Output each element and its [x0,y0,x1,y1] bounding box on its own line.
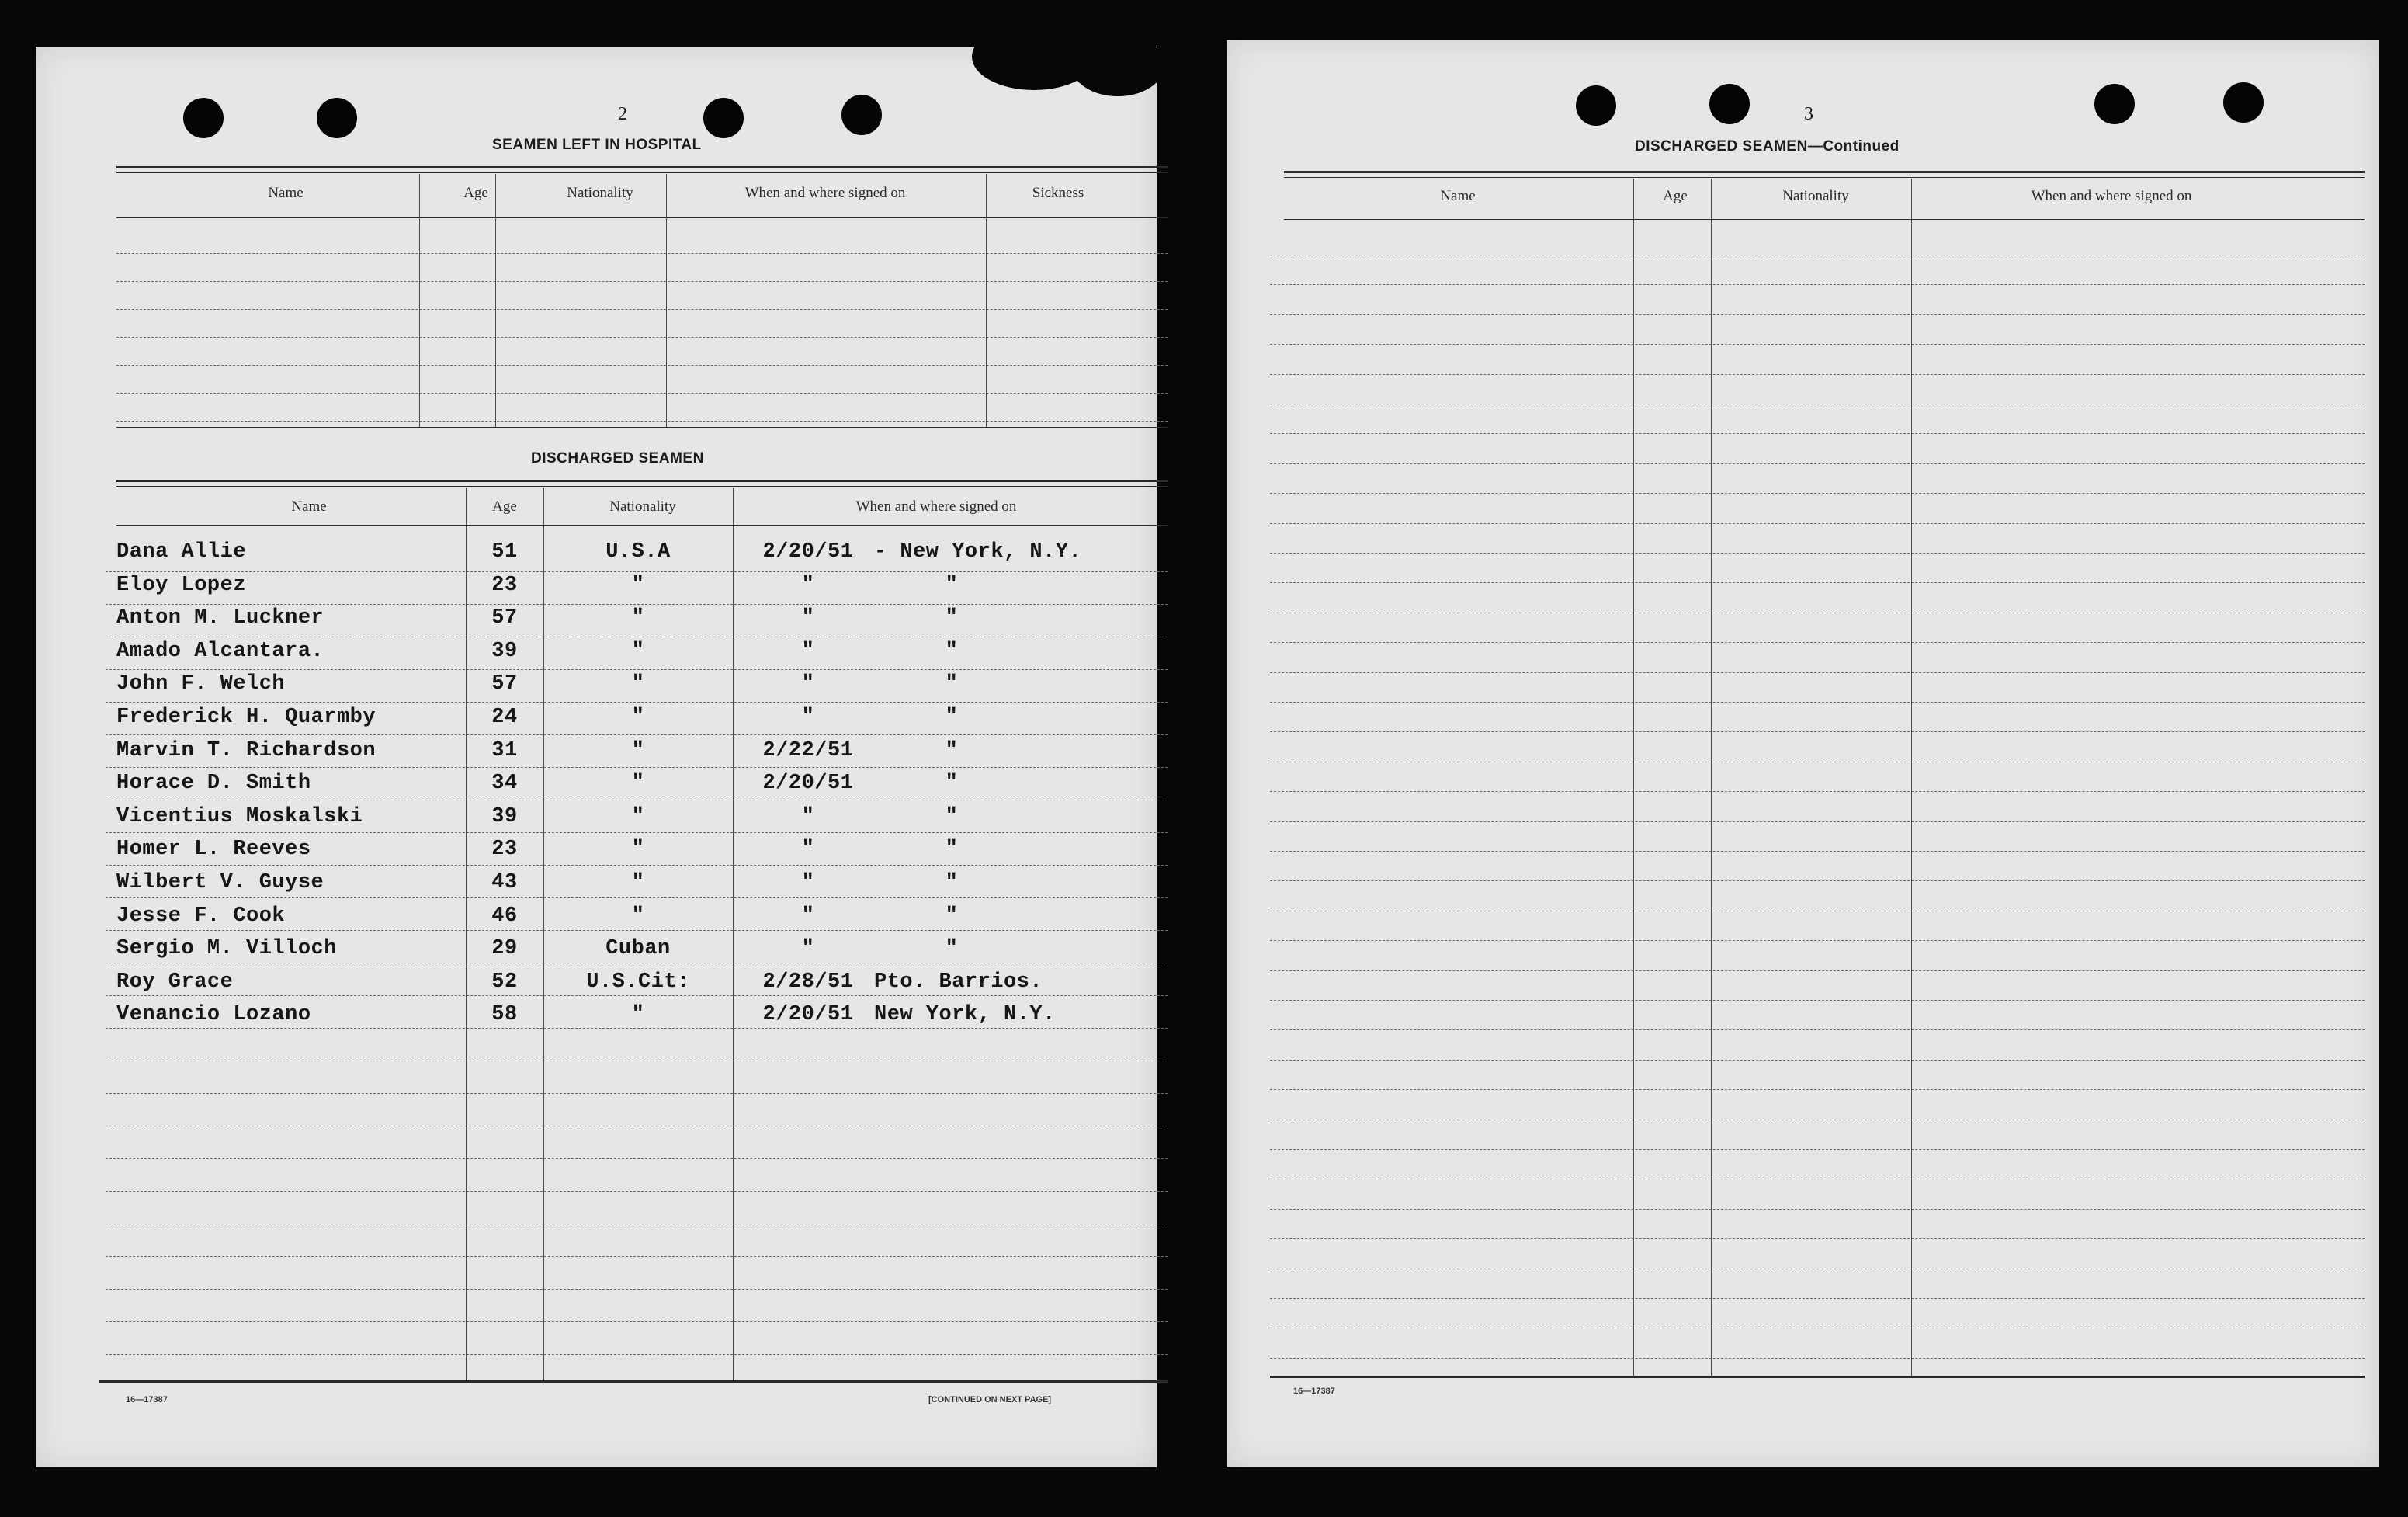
discharged-continued-title [1635,138,1900,155]
seaman-age: 24 [491,706,518,729]
punch-hole [1576,85,1616,126]
signed-on-date: " [801,871,815,894]
row-line [1270,523,2365,524]
left-page [36,47,1157,1467]
row-line [106,1158,1168,1159]
seaman-name: Sergio M. Villoch [116,937,337,961]
row-line [1270,821,2365,822]
column-divider [466,488,467,1380]
column-header-name: Name [1440,188,1476,204]
table-top-rule [116,486,1168,487]
row-line [1270,672,2365,673]
page-number: 3 [1804,104,1813,124]
row-line [116,421,1168,422]
signed-on-place: " [945,937,959,961]
row-line [116,337,1168,338]
row-line [106,669,1168,670]
seaman-name: Vicentius Moskalski [116,804,363,828]
seaman-nationality: " [631,904,645,928]
seaman-age: 23 [491,573,518,597]
seaman-age: 57 [491,672,518,696]
seaman-name: Homer L. Reeves [116,838,311,862]
signed-on-date: 2/28/51 [762,970,854,994]
column-divider [419,174,420,427]
row-line [1270,851,2365,852]
seaman-nationality: U.S.A [605,540,671,564]
seaman-name: Marvin T. Richardson [116,738,376,762]
row-line [106,702,1168,703]
row-line [106,1289,1168,1290]
seaman-age: 57 [491,606,518,630]
seaman-nationality: " [631,573,645,597]
column-header-age: Age [1663,188,1688,204]
row-line [1270,1149,2365,1150]
signed-on-date: 2/20/51 [762,540,854,564]
table-top-rule [116,172,1168,173]
hospital-section-title: SEAMEN LEFT IN HOSPITAL [492,137,702,153]
row-line [1270,791,2365,792]
seaman-age: 23 [491,838,518,862]
column-header-signed-on: When and where signed on [855,498,1017,515]
seaman-nationality: " [631,871,645,894]
signed-on-date: " [801,606,815,630]
punch-hole [1709,84,1750,124]
row-line [1270,1000,2365,1001]
signed-on-place: " [945,573,959,597]
column-divider [543,488,544,1380]
row-line [106,1093,1168,1094]
row-line [1270,731,2365,732]
signed-on-place: " [945,871,959,894]
row-line [1270,553,2365,554]
column-divider [1633,179,1634,1376]
row-line [1270,493,2365,494]
row-line [116,365,1168,366]
row-line [106,995,1168,996]
seaman-age: 58 [491,1003,518,1027]
continued-note: [CONTINUED ON NEXT PAGE] [928,1395,1052,1404]
row-line [1270,314,2365,315]
row-line [1270,344,2365,345]
row-line [116,393,1168,394]
seaman-name: Anton M. Luckner [116,606,324,630]
row-line [106,1354,1168,1355]
seaman-name: John F. Welch [116,672,286,696]
seaman-age: 39 [491,804,518,828]
signed-on-date: " [801,937,815,961]
signed-on-date: " [801,804,815,828]
signed-on-place: " [945,772,959,796]
form-number: 16—17387 [126,1395,168,1404]
seaman-nationality: " [631,772,645,796]
row-line [106,1256,1168,1257]
signed-on-date: " [801,573,815,597]
row-line [116,253,1168,254]
table-bottom-rule [1270,1376,2365,1378]
row-line [1270,702,2365,703]
column-divider [1711,179,1712,1376]
signed-on-place: " [945,838,959,862]
signed-on-place: " [945,706,959,729]
punch-hole [317,98,357,138]
row-line [1270,1089,2365,1090]
seaman-name: Dana Allie [116,540,247,564]
header-rule [116,525,1168,526]
seaman-nationality: " [631,606,645,630]
punch-hole [703,98,744,138]
column-divider [986,174,987,427]
discharged-section-title: DISCHARGED SEAMEN [531,450,704,467]
signed-on-date: " [801,904,815,928]
column-header-age: Age [463,185,488,201]
seaman-nationality: " [631,804,645,828]
table-top-rule [1284,171,2365,173]
signed-on-date: " [801,672,815,696]
seaman-name: Venancio Lozano [116,1003,311,1027]
seaman-age: 51 [491,540,518,564]
column-header-name: Name [268,185,304,201]
seaman-age: 43 [491,871,518,894]
row-line [106,897,1168,898]
row-line [1270,433,2365,434]
row-line [106,734,1168,735]
seaman-name: Roy Grace [116,970,234,994]
row-line [116,309,1168,310]
seaman-nationality: " [631,672,645,696]
column-divider [1911,179,1912,1376]
row-line [1270,642,2365,643]
row-line [1270,1358,2365,1359]
punch-hole [2223,82,2264,123]
table-bottom-rule [116,427,1168,428]
column-header-age: Age [492,498,517,515]
row-line [1270,1209,2365,1210]
punch-hole [183,98,224,138]
seaman-age: 39 [491,639,518,663]
seaman-name: Wilbert V. Guyse [116,871,324,894]
seaman-age: 46 [491,904,518,928]
row-line [106,1321,1168,1322]
row-line [116,281,1168,282]
signed-on-place: " [945,672,959,696]
column-header-name: Name [291,498,327,515]
signed-on-date: 2/22/51 [762,738,854,762]
row-line [106,767,1168,768]
signed-on-date: " [801,838,815,862]
seaman-nationality: Cuban [605,937,671,961]
row-line [1270,970,2365,971]
row-line [106,571,1168,572]
table-bottom-rule [99,1380,1168,1383]
row-line [106,865,1168,866]
seaman-name: Horace D. Smith [116,772,311,796]
signed-on-date: 2/20/51 [762,1003,854,1027]
row-line [1270,374,2365,375]
column-divider [495,174,496,427]
signed-on-place: " [945,606,959,630]
column-header-nationality: Nationality [567,185,633,201]
row-line [106,832,1168,833]
torn-edge [1071,34,1164,96]
seaman-nationality: " [631,838,645,862]
row-line [106,1191,1168,1192]
seaman-name: Amado Alcantara. [116,639,324,663]
row-line [1270,284,2365,285]
row-line [1270,1298,2365,1299]
seaman-name: Eloy Lopez [116,573,247,597]
signed-on-place: - New York, N.Y. [874,540,1082,564]
row-line [1270,1029,2365,1030]
right-page [1227,40,2379,1467]
column-divider [666,174,667,427]
column-header-signed-on: When and where signed on [744,185,906,201]
table-top-rule [1284,177,2365,178]
seaman-age: 29 [491,937,518,961]
column-header-signed-on: When and where signed on [2031,188,2192,204]
header-rule [1284,219,2365,220]
seaman-name: Frederick H. Quarmby [116,706,376,729]
row-line [106,604,1168,605]
row-line [1270,463,2365,464]
seaman-age: 31 [491,738,518,762]
seaman-name: Jesse F. Cook [116,904,286,928]
row-line [1270,1238,2365,1239]
column-header-nationality: Nationality [609,498,676,515]
row-line [1270,582,2365,583]
column-divider [733,488,734,1380]
signed-on-place: " [945,804,959,828]
signed-on-place: " [945,639,959,663]
signed-on-place: " [945,738,959,762]
signed-on-place: New York, N.Y. [874,1003,1056,1027]
title-suffix: —Continued [1807,138,1900,154]
seaman-nationality: " [631,639,645,663]
row-line [106,1028,1168,1029]
table-top-rule [116,480,1168,482]
signed-on-date: " [801,639,815,663]
seaman-age: 34 [491,772,518,796]
punch-hole [841,95,882,135]
row-line [106,930,1168,931]
seaman-age: 52 [491,970,518,994]
signed-on-place: Pto. Barrios. [874,970,1043,994]
seaman-nationality: U.S.Cit: [586,970,690,994]
form-number: 16—17387 [1293,1387,1335,1396]
table-top-rule [116,166,1168,168]
signed-on-date: 2/20/51 [762,772,854,796]
seaman-nationality: " [631,1003,645,1027]
row-line [1270,1060,2365,1061]
row-line [1270,940,2365,941]
title-main: DISCHARGED SEAMEN [1635,138,1808,154]
seaman-nationality: " [631,706,645,729]
page-number: 2 [618,104,627,124]
column-header-sickness: Sickness [1032,185,1084,201]
header-rule [116,217,1168,218]
row-line [1270,880,2365,881]
column-header-nationality: Nationality [1782,188,1849,204]
punch-hole [2094,84,2135,124]
seaman-nationality: " [631,738,645,762]
signed-on-date: " [801,706,815,729]
signed-on-place: " [945,904,959,928]
